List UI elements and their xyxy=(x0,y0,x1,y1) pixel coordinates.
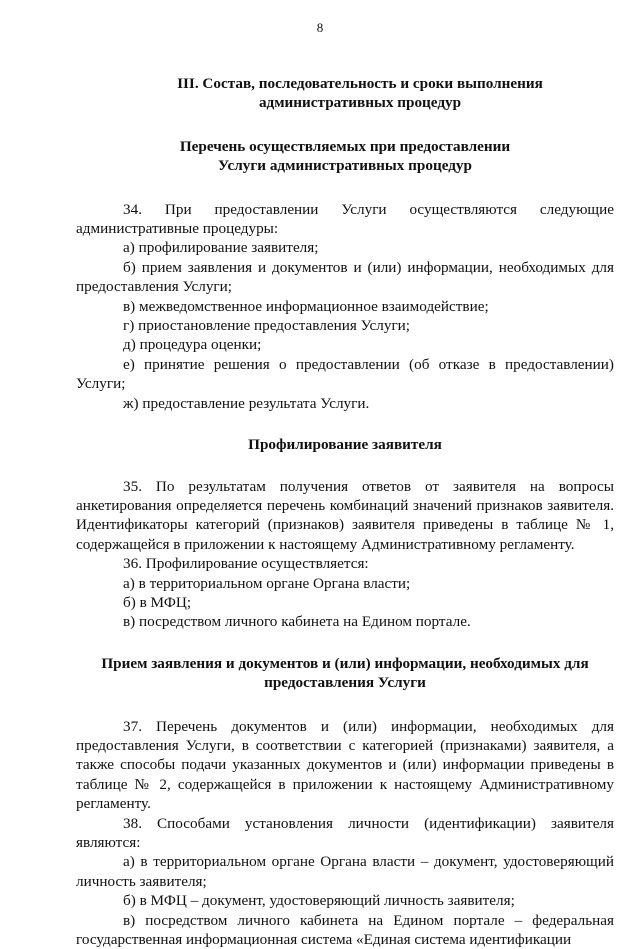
list-item: а) в территориальном органе Органа власти – документ, удостоверяющий личность заявителя; xyxy=(76,853,614,890)
list-item: б) в МФЦ; xyxy=(123,593,192,611)
list-item: в) межведомственное информационное взаимодействие; xyxy=(123,297,489,315)
page-number: 8 xyxy=(316,20,324,35)
paragraph-37: 37. Перечень документов и (или) информации, необходимых для предоставления Услуги, в соответствии с категорией (признаками) заявителя, а также способы подачи указанных документов и (или) информации приведены в таблице № 2, содержащейся в приложении к настоящему Административному регламенту. xyxy=(76,717,614,813)
subsection-title-procedures xyxy=(76,137,614,176)
page-content xyxy=(76,74,614,949)
section-title-line1: III. Состав, последовательность и сроки выполнения xyxy=(177,75,543,92)
subsection-reception-line1: Прием заявления и документов и (или) информации, необходимых для xyxy=(101,654,589,672)
list-item: а) профилирование заявителя; xyxy=(123,239,319,257)
subsection-reception-line2: предоставления Услуги xyxy=(264,674,426,692)
subsection-title-profiling: Профилирование заявителя xyxy=(248,436,442,454)
list-item: б) в МФЦ – документ, удостоверяющий личность заявителя; xyxy=(123,892,515,910)
list-item: г) приостановление предоставления Услуги; xyxy=(123,317,411,335)
subsection-procedures-line1: Перечень осуществляемых при предоставлении xyxy=(179,137,511,155)
list-item: в) посредством личного кабинета на Едином портале – федеральная государственная информационная система «Единая система идентификации xyxy=(76,911,614,949)
paragraph-38-intro: 38. Способами установления личности (идентификации) заявителя являются: xyxy=(76,814,614,851)
paragraph-35: 35. По результатам получения ответов от заявителя на вопросы анкетирования определяется перечень комбинаций значений признаков заявителя. Идентификаторы категорий (признаков) заявителя приведены в таблице № 1, содержащейся в приложении к настоящему Административному регламенту. xyxy=(76,477,614,553)
list-item: а) в территориальном органе Органа власти; xyxy=(123,574,411,592)
section-title-line2: административных процедур xyxy=(258,94,462,112)
section-title xyxy=(76,74,614,113)
subsection-procedures-line2: Услуги административных процедур xyxy=(218,157,472,175)
list-item: ж) предоставление результата Услуги. xyxy=(123,394,370,412)
subsection-title-reception xyxy=(76,654,614,693)
paragraph-34-intro: 34. При предоставлении Услуги осуществляются следующие административные процедуры: xyxy=(76,200,614,238)
list-item: д) процедура оценки; xyxy=(123,336,262,354)
list-item: е) принятие решения о предоставлении (об отказе в предоставлении) Услуги; xyxy=(76,355,614,393)
list-item: б) прием заявления и документов и (или) информации, необходимых для предоставления Услуги; xyxy=(76,258,614,296)
paragraph-36-intro: 36. Профилирование осуществляется: xyxy=(123,555,369,573)
list-item: в) посредством личного кабинета на Едином портале. xyxy=(123,613,471,631)
